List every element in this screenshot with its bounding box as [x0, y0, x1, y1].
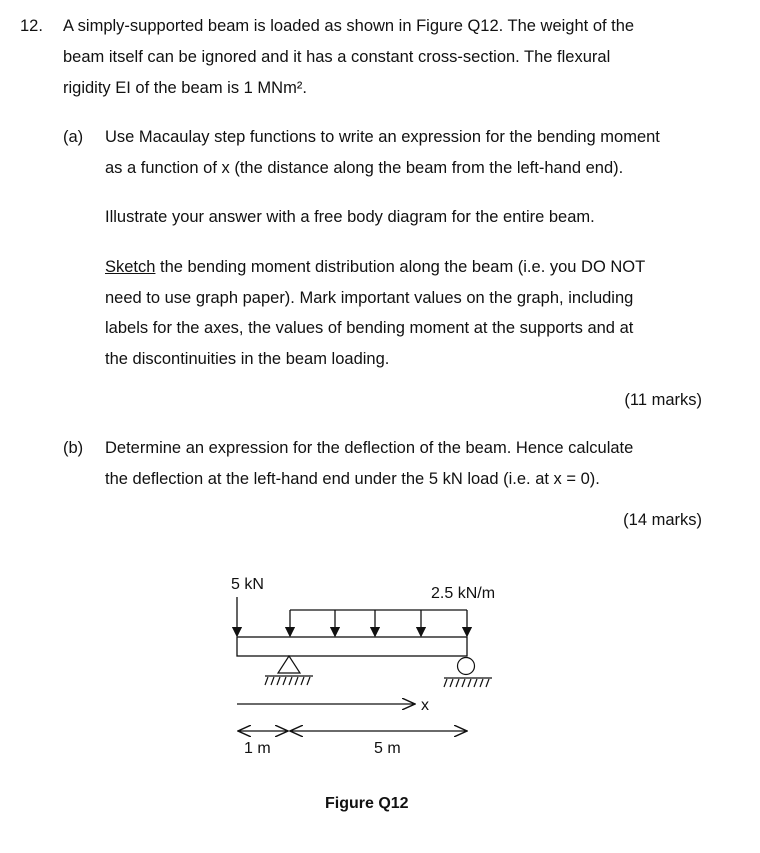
question-number: 12.	[20, 17, 43, 35]
sketch-line-1-rest: the bending moment distribution along the beam (i.e. you DO NOT	[155, 258, 646, 276]
distributed-load-label: 2.5 kN/m	[431, 585, 496, 602]
part-a-sketch-line-3: labels for the axes, the values of bending moment at the supports and at	[105, 319, 634, 337]
part-a-line-1: Use Macaulay step functions to write an expression for the bending moment	[105, 128, 660, 146]
point-load-label: 5 kN	[231, 576, 264, 593]
x-axis-label: x	[421, 697, 429, 714]
part-b-marks: (14 marks)	[623, 511, 702, 529]
sketch-word: Sketch	[105, 258, 156, 276]
part-a-label: (a)	[63, 128, 84, 146]
part-b-line-2: the deflection at the left-hand end under the 5 kN load (i.e. at x = 0).	[105, 470, 600, 488]
distributed-load	[290, 610, 467, 636]
pin-support	[265, 656, 313, 685]
figure-caption: Figure Q12	[325, 795, 409, 812]
part-a-sketch-line-4: the discontinuities in the beam loading.	[105, 350, 390, 368]
intro-line-1: A simply-supported beam is loaded as shown in Figure Q12. The weight of the	[63, 17, 635, 35]
part-a-sketch-line-2: need to use graph paper). Mark important values on the graph, including	[105, 289, 634, 307]
beam	[237, 637, 467, 656]
part-a-line-2: as a function of x (the distance along the beam from the left-hand end).	[105, 159, 624, 177]
dimension-1m-label: 1 m	[244, 740, 271, 757]
intro-line-2: beam itself can be ignored and it has a constant cross-section. The flexural	[63, 48, 611, 66]
dimension-5m-label: 5 m	[374, 740, 401, 757]
roller-support	[444, 658, 492, 688]
part-b-label: (b)	[63, 439, 84, 457]
part-b-line-1: Determine an expression for the deflection of the beam. Hence calculate	[105, 439, 634, 457]
part-a-marks: (11 marks)	[624, 391, 702, 409]
part-a-fbd-instruction: Illustrate your answer with a free body diagram for the entire beam.	[105, 208, 595, 226]
intro-line-3: rigidity EI of the beam is 1 MNm².	[63, 79, 307, 97]
